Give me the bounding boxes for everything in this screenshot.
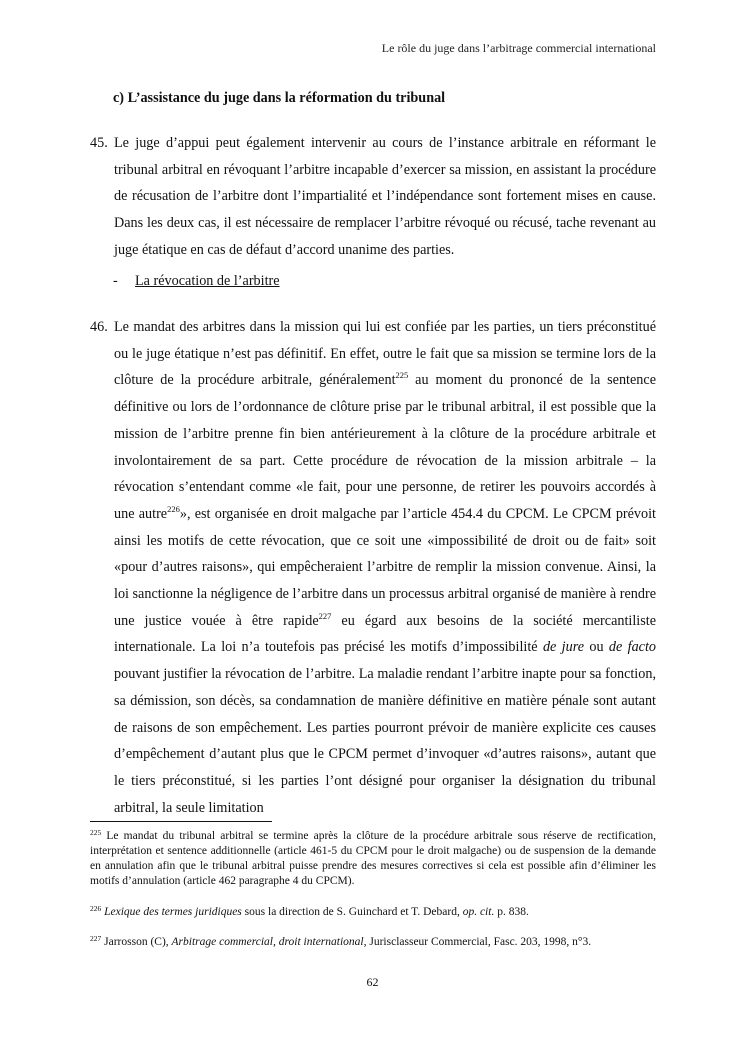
text-run: au moment du prononcé de la sentence définitive ou lors de l’ordonnance de clôture prise par le tribunal arbitral, il est possible que la mission de l’arbitre prenne fin bien antérieurement à la clôture de la procédure arbitrale et involontairement de sa part. Cette procédure de révocation de la mission arbitrale – la révocation s’entendant comme «le fait, pour une personne, de retirer les pouvoirs accordés à une autre: [114, 372, 656, 522]
page-number: 62: [366, 975, 379, 989]
footnote-225: [90, 829, 656, 889]
footnote-226: [90, 905, 656, 920]
italic-term: de jure: [542, 639, 585, 656]
footnote-number: 225: [90, 828, 102, 837]
list-dash: -: [113, 273, 118, 289]
footnote-text: Jarrosson (C),: [101, 936, 172, 948]
footnote-text: Le mandat du tribunal arbitral se termine après la clôture de la procédure arbitrale sous réserve de rectification, interprétation et sentence additionnelle (article 461-5 du CPCM pour le droit malgache) ou de suspension de la demande en annulation afin que le tribunal arbitral puisse prendre des mesures correctives si cela est possible afin d’éliminer les motifs d’annulation (article 462 paragraphe 4 du CPCM).: [90, 830, 656, 887]
running-head: Le rôle du juge dans l’arbitrage commercial international: [381, 41, 656, 55]
paragraph-text: [114, 314, 656, 821]
footnote-text: sous la direction de S. Guinchard et T. Debard,: [241, 906, 463, 918]
footnote-text: p. 838.: [494, 906, 529, 918]
text-run: », est organisée en droit malgache par l’article 454.4 du CPCM. Le CPCM prévoit ainsi les motifs de cette révocation, que ce soit une «impossibilité de droit ou de fait» soit «pour d’autres raisons», qui empêcheraient l’arbitre de remplir la mission convenue. Ainsi, la loi sanctionne la négligence de l’arbitre dans un processus arbitral organisé de manière à rendre une justice vouée à être rapide: [114, 505, 656, 629]
subheading-label: La révocation de l’arbitre: [135, 273, 280, 289]
paragraph-text: Le juge d’appui peut également intervenir au cours de l’instance arbitrale en réformant le tribunal arbitral en révoquant l’arbitre incapable d’exercer sa mission, en assistant la procédure de récusation de l’arbitre dont l’impartialité et l’indépendance sont fortement mises en cause. Dans les deux cas, il est nécessaire de remplacer l’arbitre révoqué ou récusé, tache revenant au juge étatique en cas de défaut d’accord unanime des parties.: [114, 135, 656, 258]
footnote-ref-226[interactable]: 226: [167, 503, 180, 514]
section-heading: c) L’assistance du juge dans la réformation du tribunal: [113, 90, 446, 106]
footnote-number: 226: [90, 904, 102, 913]
footnote-ref-227[interactable]: 227: [318, 610, 332, 621]
footnote-text: Jurisclasseur Commercial, Fasc. 203, 1998, n°3.: [366, 936, 592, 948]
text-run: pouvant justifier la révocation de l’arbitre. La maladie rendant l’arbitre inapte pour sa fonction, sa démission, son décès, sa condamnation de manière définitive en matière pénale sont autant de raisons de son empêchement. Les parties pourront prévoir de manière explicite ces causes d’empêchement d’autant plus que le CPCM permet d’invoquer «d’autres raisons», autant que le tiers préconstitué, si les parties l’ont désigné pour organiser la désignation du tribunal arbitral, la seule limitation: [114, 666, 656, 816]
footnote-italic: Lexique des termes juridiques: [101, 906, 242, 918]
paragraph-46: [90, 314, 656, 821]
text-run: Le mandat des arbitres dans la mission qui lui est confiée par les parties, un tiers préconstitué ou le juge étatique n’est pas définitif. En effet, outre le fait que sa mission se termine lors de la clôture de la procédure arbitrale, généralement: [114, 319, 656, 389]
paragraph-number: 46.: [90, 319, 108, 335]
italic-term: de facto: [608, 639, 657, 656]
footnote-italic: op. cit.: [462, 906, 495, 918]
paragraph-number: 45.: [90, 135, 108, 151]
paragraph-45: [90, 130, 656, 264]
text-run: eu égard aux besoins de la société mercantiliste internationale. La loi n’a toutefois pas précisé les motifs d’impossibilité: [114, 612, 656, 656]
footnote-ref-225[interactable]: 225: [395, 370, 409, 381]
footnote-italic: Arbitrage commercial, droit international,: [171, 936, 367, 948]
footnote-separator: [90, 821, 272, 822]
footnote-number: 227: [90, 934, 102, 943]
footnote-227: [90, 935, 656, 950]
text-run: ou: [584, 639, 609, 656]
subheading-revocation: [113, 273, 280, 290]
